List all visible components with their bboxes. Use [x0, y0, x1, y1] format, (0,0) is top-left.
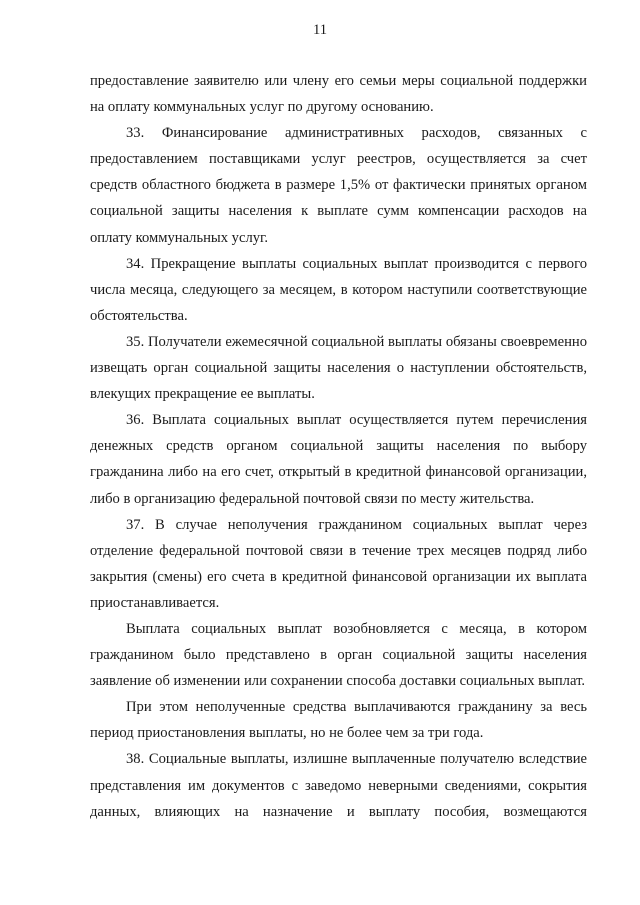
- paragraph-35: 35. Получатели ежемесячной социальной выплаты обязаны своевременно извещать орган социальной защиты населения о наступлении обстоятельств, влекущих прекращение ее выплаты.: [90, 333, 587, 403]
- paragraph-38: 38. Социальные выплаты, излишне выплаченные получателю вследствие представления им документов с заведомо неверными сведениями, сокрытия данных, влияющих на назначение и выплату пособия, возмещаются: [90, 751, 587, 820]
- page-number: 11: [312, 22, 328, 38]
- paragraph-33: 33. Финансирование административных расходов, связанных с предоставлением поставщиками услуг реестров, осуществляется за счет средств областного бюджета в размере 1,5% от фактически принятых органом социальной защиты населения к выплате сумм компенсации расходов на оплату коммунальных услуг.: [90, 125, 587, 246]
- paragraph-continuation: предоставление заявителю или члену его семьи меры социальной поддержки на оплату коммунальных услуг по другому основанию.: [90, 73, 587, 116]
- paragraph-37: 37. В случае неполучения гражданином социальных выплат через отделение федеральной почтовой связи в течение трех месяцев подряд либо закрытия (смены) его счета в кредитной финансовой организации их выплата приостанавливается.: [90, 516, 587, 611]
- document-body: [90, 68, 587, 825]
- paragraph-36: 36. Выплата социальных выплат осуществляется путем перечисления денежных средств органом социальной защиты населения по выбору гражданина либо на его счет, открытый в кредитной финансовой организации, либо в организацию федеральной почтовой связи по месту жительства.: [90, 412, 587, 507]
- paragraph-34: 34. Прекращение выплаты социальных выплат производится с первого числа месяца, следующего за месяцем, в котором наступили соответствующие обстоятельства.: [90, 255, 587, 324]
- paragraph-37-resumption: Выплата социальных выплат возобновляется с месяца, в котором гражданином было представлено в орган социальной защиты населения заявление об изменении или сохранении способа доставки социальных выплат.: [90, 620, 587, 690]
- paragraph-37-arrears: При этом неполученные средства выплачиваются гражданину за весь период приостановления выплаты, но не более чем за три года.: [90, 699, 587, 742]
